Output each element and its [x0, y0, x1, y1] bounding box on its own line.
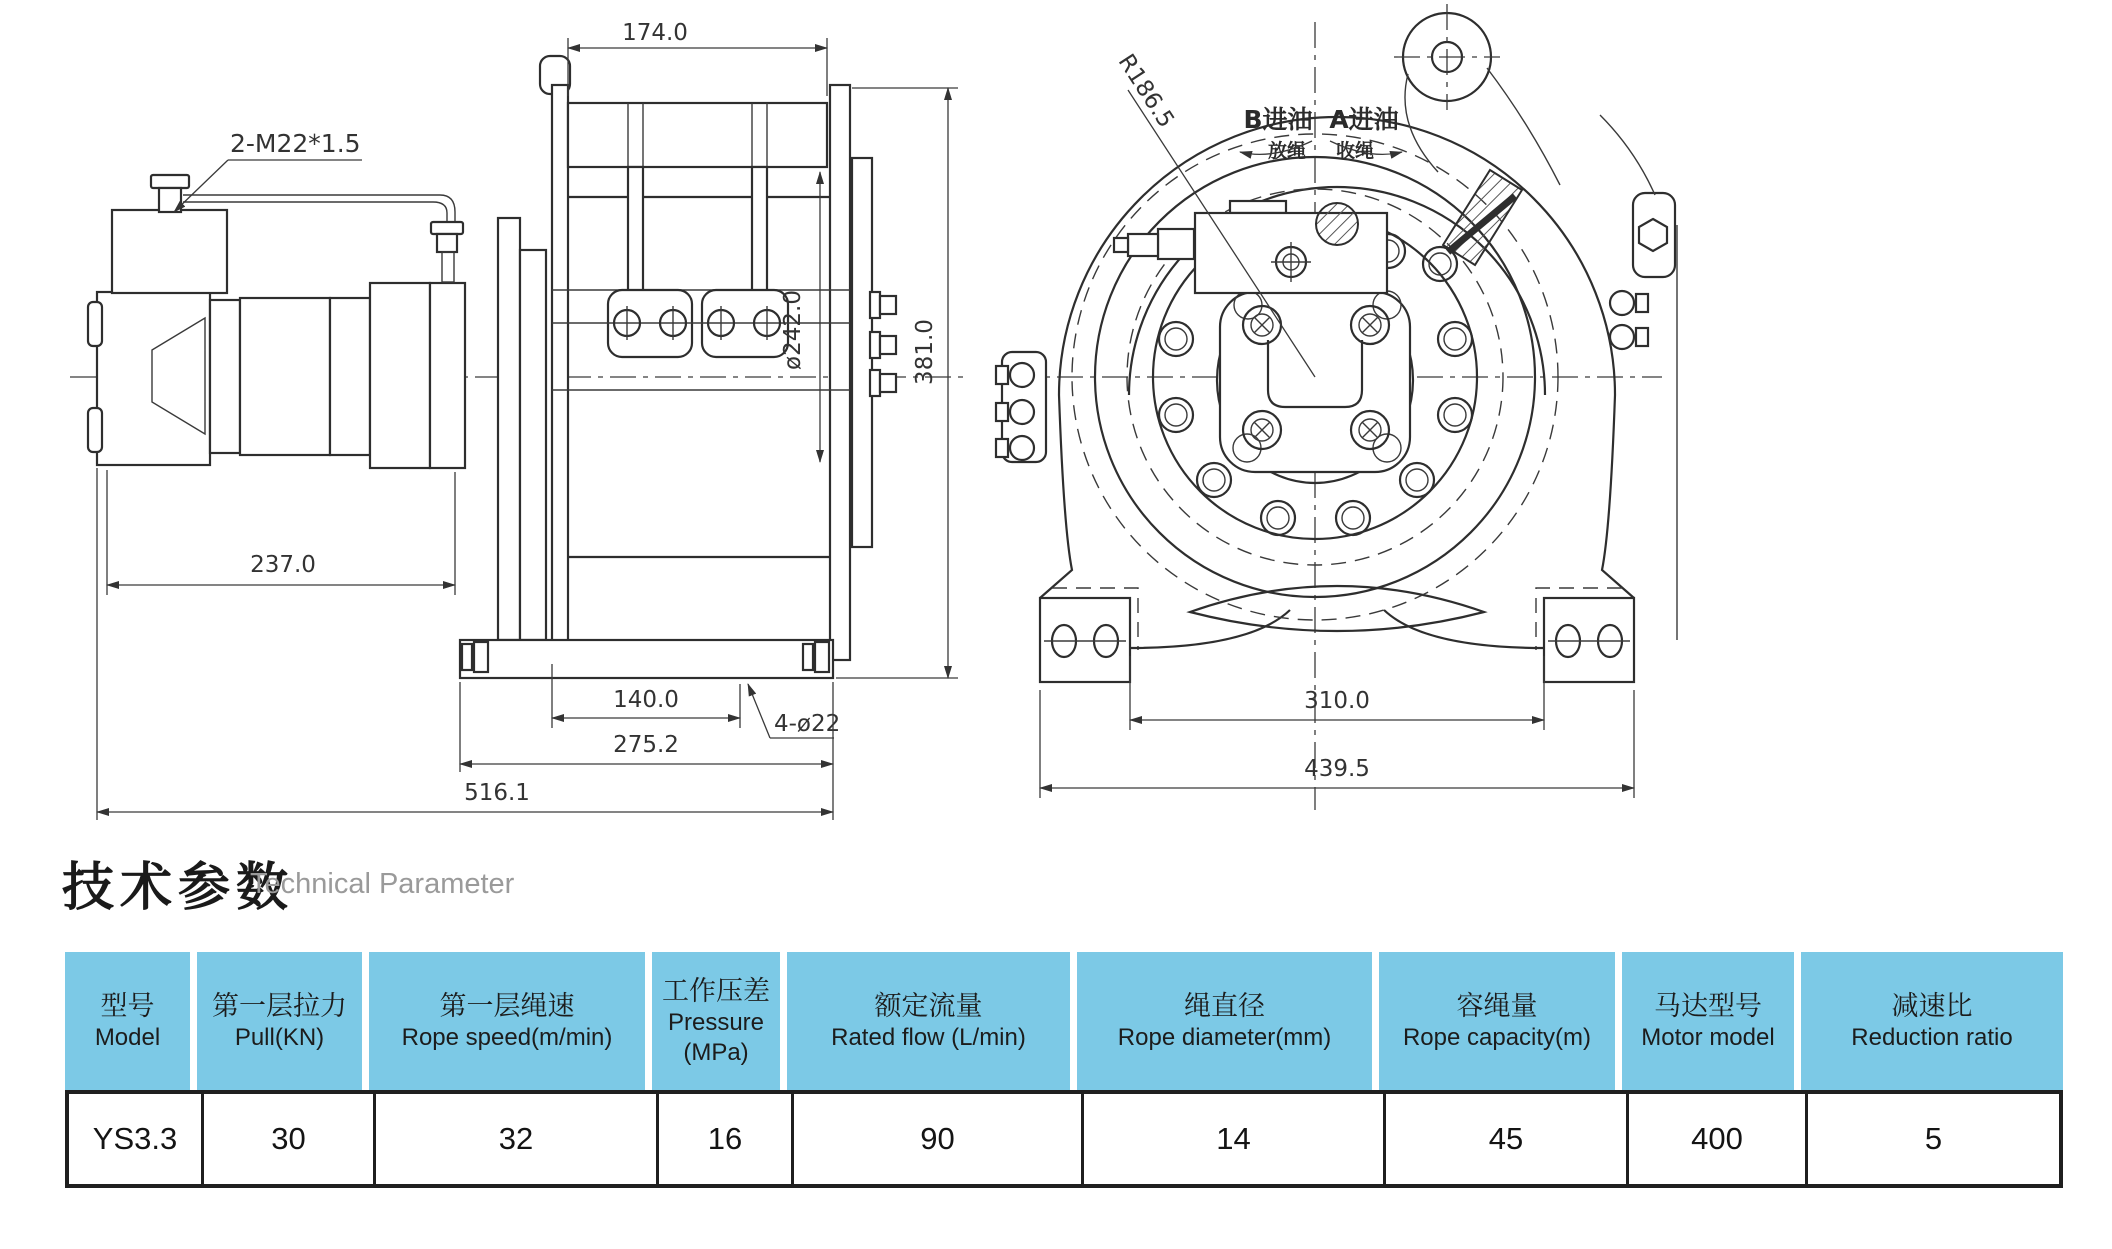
col-header-rope-diameter	[1077, 952, 1372, 1090]
cell-rated-flow: 90	[791, 1094, 1081, 1184]
col-header-reduction-ratio-zh: 减速比	[1891, 991, 1973, 1021]
dim-overall-width: 439.5	[1304, 756, 1370, 782]
port-b-action: 放绳	[1267, 140, 1307, 162]
port-a-label: A进油	[1329, 105, 1399, 134]
col-header-rope-diameter-zh: 绳直径	[1184, 991, 1265, 1021]
dim-feet-span: 310.0	[1304, 688, 1370, 714]
cell-motor-model: 400	[1626, 1094, 1805, 1184]
col-header-rope-speed-zh: 第一层绳速	[439, 991, 575, 1021]
col-header-pressure-zh: 工作压差	[662, 976, 770, 1006]
cell-pressure: 16	[656, 1094, 791, 1184]
col-header-rope-speed-en: Rope speed(m/min)	[401, 1024, 613, 1051]
parameter-table-header	[65, 952, 2063, 1090]
col-header-model-en: Model	[94, 1024, 161, 1051]
col-header-rated-flow	[787, 952, 1070, 1090]
cell-reduction-ratio: 5	[1805, 1094, 2059, 1184]
side-view	[70, 20, 965, 820]
parameter-table-row	[65, 1090, 2063, 1188]
col-header-motor-model	[1622, 952, 1794, 1090]
cell-model: YS3.3	[92, 1121, 178, 1156]
col-header-model-zh: 型号	[100, 991, 155, 1021]
col-header-pressure	[652, 952, 780, 1090]
section-title-en: Technical Parameter	[250, 868, 515, 900]
radius-label: R186.5	[1112, 49, 1180, 133]
col-header-rated-flow-en: Rated flow (L/min)	[831, 1024, 1026, 1051]
col-header-pull-zh: 第一层拉力	[212, 991, 347, 1021]
fitting-label: 2-M22*1.5	[230, 129, 361, 158]
cell-pull: 30	[201, 1094, 373, 1184]
col-header-motor-model-en: Motor model	[1641, 1024, 1775, 1051]
col-header-reduction-ratio	[1801, 952, 2063, 1090]
col-header-rope-capacity	[1379, 952, 1615, 1090]
side-bolts-left	[996, 352, 1046, 462]
cell-rope-capacity: 45	[1383, 1094, 1626, 1184]
col-header-motor-model-zh: 马达型号	[1654, 991, 1762, 1021]
port-a-action: 收绳	[1335, 140, 1375, 162]
col-header-reduction-ratio-en: Reduction ratio	[1851, 1024, 2013, 1051]
dim-drum-dia: ø242.0	[780, 290, 806, 370]
dim-flange-od: 381.0	[912, 319, 938, 385]
col-header-rope-capacity-en: Rope capacity(m)	[1402, 1024, 1592, 1051]
col-header-model	[65, 952, 190, 1090]
cell-rope-speed: 32	[373, 1094, 656, 1184]
col-header-pull	[197, 952, 362, 1090]
col-header-pressure-en: Pressure (MPa)	[667, 1009, 765, 1066]
dim-hole-span: 140.0	[613, 687, 679, 713]
col-header-rope-capacity-zh: 容绳量	[1456, 991, 1538, 1021]
dim-total-len: 516.1	[464, 780, 530, 806]
cell-rope-diameter: 14	[1081, 1094, 1383, 1184]
dim-base-len: 275.2	[613, 732, 679, 758]
section-title-zh: 技术参数	[62, 859, 295, 917]
dim-drum-width: 174.0	[622, 20, 688, 46]
flange-bolts	[870, 292, 896, 396]
col-header-rated-flow-zh: 额定流量	[874, 991, 983, 1021]
col-header-rope-speed	[369, 952, 645, 1090]
col-header-rope-diameter-en: Rope diameter(mm)	[1117, 1024, 1332, 1051]
dim-motor-len: 237.0	[250, 552, 316, 578]
col-header-pull-en: Pull(KN)	[234, 1024, 325, 1051]
hole-label: 4-ø22	[774, 711, 841, 737]
front-view	[996, 4, 1677, 810]
port-b-label: B进油	[1243, 105, 1313, 134]
